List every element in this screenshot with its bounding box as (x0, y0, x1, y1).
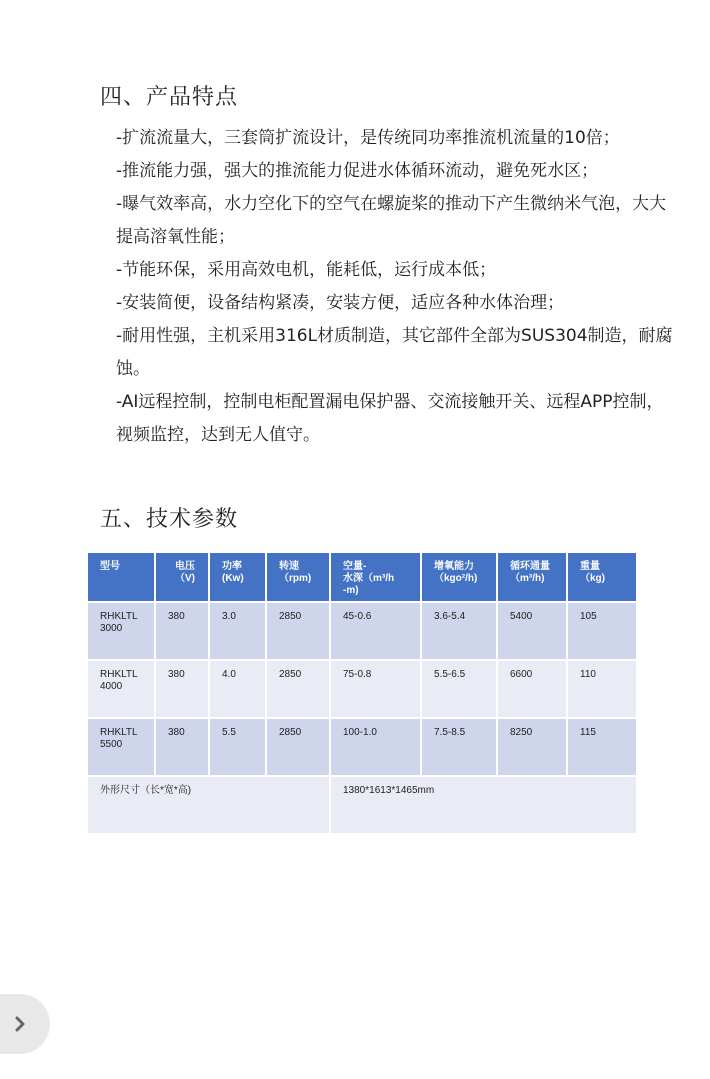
table-header-row (88, 553, 636, 601)
cell-model: RHKLTL 3000 (88, 603, 154, 659)
table-row (88, 603, 636, 659)
feature-item: -扩流流量大，三套筒扩流设计，是传统同功率推流机流量的10倍； (116, 128, 620, 148)
feature-item: -推流能力强，强大的推流能力促进水体循环流动，避免死水区； (116, 161, 599, 181)
cell-air-depth: 45-0.6 (331, 603, 420, 659)
cell-model: RHKLTL 4000 (88, 661, 154, 717)
section-title-features: 四、产品特点 (100, 85, 239, 110)
feature-item: -节能环保，采用高效电机，能耗低，运行成本低； (116, 260, 497, 280)
header-weight: 重量 （kg) (568, 553, 636, 601)
cell-flux: 6600 (498, 661, 566, 717)
table-row (88, 661, 636, 717)
cell-power: 3.0 (210, 603, 265, 659)
cell-speed: 2850 (267, 603, 329, 659)
cell-flux: 8250 (498, 719, 566, 775)
cell-weight: 105 (568, 603, 636, 659)
cell-oxygen: 3.6-5.4 (422, 603, 496, 659)
cell-voltage: 380 (156, 719, 208, 775)
cell-dimension-value: 1380*1613*1465mm (331, 777, 636, 833)
feature-item: -耐用性强，主机采用316L材质制造，其它部件全部为SUS304制造，耐腐蚀。 (116, 326, 673, 379)
table-row (88, 719, 636, 775)
chevron-right-icon (11, 1015, 29, 1033)
cell-model: RHKLTL 5500 (88, 719, 154, 775)
cell-power: 5.5 (210, 719, 265, 775)
feature-item: -AI远程控制，控制电柜配置漏电保护器、交流接触开关、远程APP控制，视频监控，达到无人值守。 (116, 392, 664, 445)
cell-air-depth: 75-0.8 (331, 661, 420, 717)
header-power: 功率 (Kw) (210, 553, 265, 601)
cell-power: 4.0 (210, 661, 265, 717)
section-title-specs: 五、技术参数 (100, 507, 239, 532)
cell-oxygen: 5.5-6.5 (422, 661, 496, 717)
header-speed: 转速 （rpm) (267, 553, 329, 601)
cell-weight: 115 (568, 719, 636, 775)
feature-item: -曝气效率高，水力空化下的空气在螺旋桨的推动下产生微纳米气泡，大大提高溶氧性能； (116, 194, 667, 247)
cell-weight: 110 (568, 661, 636, 717)
cell-voltage: 380 (156, 603, 208, 659)
cell-speed: 2850 (267, 719, 329, 775)
header-flux: 循环通量 （m³/h) (498, 553, 566, 601)
header-voltage: 电压 （V) (156, 553, 208, 601)
header-oxygen: 增氧能力 （kgo²/h) (422, 553, 496, 601)
cell-voltage: 380 (156, 661, 208, 717)
spec-table (86, 551, 638, 835)
cell-oxygen: 7.5-8.5 (422, 719, 496, 775)
table-row-dimensions (88, 777, 636, 833)
cell-dimension-label: 外形尺寸（长*宽*高) (88, 777, 329, 833)
cell-flux: 5400 (498, 603, 566, 659)
feature-item: -安装简便，设备结构紧凑，安装方便，适应各种水体治理； (116, 293, 565, 313)
next-page-button[interactable] (0, 994, 50, 1054)
cell-air-depth: 100-1.0 (331, 719, 420, 775)
cell-speed: 2850 (267, 661, 329, 717)
header-air-depth: 空量- 水深（m³/h -m) (331, 553, 420, 601)
feature-list (116, 122, 676, 452)
header-model: 型号 (88, 553, 154, 601)
